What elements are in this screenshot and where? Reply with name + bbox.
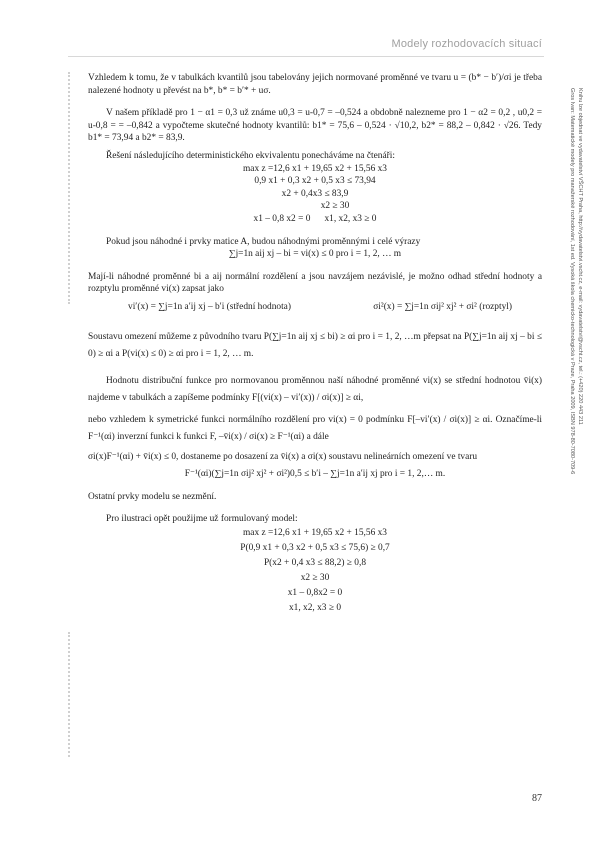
margin-citation-line-2: Knihu lze objednat ve vydavatelství VŠCHT Praha, http://vydavatelstvi.vscht.cz, e-mail: vydavatelstvi@vscht.cz, tel.: (+420) 220 443 211 [577, 88, 583, 425]
margin-bar-bottom [68, 632, 70, 757]
page-number: 87 [532, 793, 542, 804]
running-header: Modely rozhodovacích situací [391, 38, 542, 50]
model-1 [88, 163, 542, 226]
model-2-line: P(0,9 x1 + 0,3 x2 + 0,5 x3 ≤ 75,6) ≥ 0,7 [240, 542, 390, 553]
page-body [88, 72, 542, 616]
paragraph-8: nebo vzhledem k symetrické funkci normálního rozdělení pro vi(x) = 0 podmínku F[–vi′(x) / σi(x)] ≥ αi. Označíme-li F⁻¹(αi) inverzní funkci k funkci F, –v̄i(x) / σi(x) ≥ F⁻¹(αi) a dále [88, 414, 542, 442]
model-1-line: x1 – 0,8 x2 = 0 x1, x2, x3 ≥ 0 [253, 213, 377, 224]
paragraph-10: Ostatní prvky modelu se nezmění. [88, 491, 217, 502]
paragraph-1: Vzhledem k tomu, že v tabulkách kvantilů jsou tabelovány jejich normované proměnné ve tvaru u = (b* − b′)/σi je třeba nalezené hodnoty u převést na b*, b* = b′* + uσ. [88, 73, 542, 96]
paragraph-9: σi(x)F⁻¹(αi) + v̄i(x) ≤ 0, dostaneme po dosazení za v̄i(x) a σi(x) soustavu nelineárních omezení ve tvaru [88, 451, 478, 462]
model-1-line: x2 ≥ 30 [320, 201, 350, 212]
model-2-line: x2 ≥ 30 [300, 572, 330, 583]
paragraph-6: Soustavu omezení můžeme z původního tvaru P(∑j=1n aij xj ≤ bi) ≥ αi pro i = 1, 2, …m přepsat na P(∑j=1n aij xj – bi ≤ 0) ≥ αi a P(vi(x) ≤ 0) ≥ αi pro i = 1, 2, … m. [88, 331, 542, 359]
model-2-line: x1, x2, x3 ≥ 0 [288, 602, 342, 613]
paragraph-7: Hodnotu distribuční funkce pro normovanou proměnnou naší náhodné proměnné vi(x) se střední hodnotou v̄i(x) najdeme v tabulkách a zapíšeme podmínky F[(vi(x) – vi′(x)) / σi(x)] ≥ αi, [88, 375, 542, 403]
equation-2-variance: σi²(x) = ∑j=1n σij² xj² + σi² (rozptyl) [373, 301, 512, 312]
model-2-line: P(x2 + 0,4 x3 ≤ 88,2) ≥ 0,8 [263, 557, 367, 568]
margin-citation-line-1: Gros Ivan: Matematické modely pro manažerské rozhodování, 1st ed. Vysoká škola chemicko-technologická v Praze, Praha 2009, ISBN 978-80-7080-709-6 [569, 88, 575, 475]
model-2-line: x1 – 0,8x2 = 0 [287, 587, 343, 598]
model-1-line: x2 + 0,4x3 ≤ 83,9 [281, 188, 349, 199]
margin-citation [563, 88, 583, 688]
paragraph-2: V našem příkladě pro 1 − α1 = 0,3 už známe u0,3 = u-0,7 = –0,524 a obdobně nalezneme pro 1 − α2 = 0,2 , u0,2 = u-0,8 = = –0,842 a vypočteme skutečné hodnoty kvantilů: b1* = 75,6 – 0,524 · √10,2, b2* = 88,2 – 0,842 · √26. Tedy b1* = 73,94 a b2* = 83,9. [88, 108, 542, 144]
equation-2-mean: vi′(x) = ∑j=1n a′ij xj – b′i (střední hodnota) [128, 301, 291, 312]
paragraph-3: Řešení následujícího deterministického ekvivalentu ponecháváme na čtenáři: [106, 150, 395, 161]
model-2 [88, 526, 542, 616]
model-1-line: max z =12,6 x1 + 19,65 x2 + 15,56 x3 [243, 163, 387, 174]
header-rule [68, 56, 544, 57]
equation-1: ∑j=1n aij xj – bi = vi(x) ≤ 0 pro i = 1, 2, … m [228, 249, 402, 260]
paragraph-11: Pro ilustraci opět použijme už formulovaný model: [106, 514, 298, 525]
equation-2 [88, 301, 542, 314]
paragraph-5: Mají-li náhodné proměnné bi a aij normální rozdělení a jsou navzájem nezávislé, je možno odhad střední hodnoty a rozptylu proměnné vi(x) zapsat jako [88, 271, 542, 295]
model-1-line: 0,9 x1 + 0,3 x2 + 0,5 x3 ≤ 73,94 [254, 176, 376, 187]
equation-3: F⁻¹(αi)(∑j=1n σij² xj² + σi²)0,5 ≤ b′i – ∑j=1n a′ij xj pro i = 1, 2,… m. [184, 469, 446, 480]
paragraph-4: Pokud jsou náhodné i prvky matice A, budou náhodnými proměnnými i celé výrazy [106, 236, 421, 247]
margin-bar-top [68, 72, 70, 304]
model-2-line: max z =12,6 x1 + 19,65 x2 + 15,56 x3 [243, 527, 387, 538]
